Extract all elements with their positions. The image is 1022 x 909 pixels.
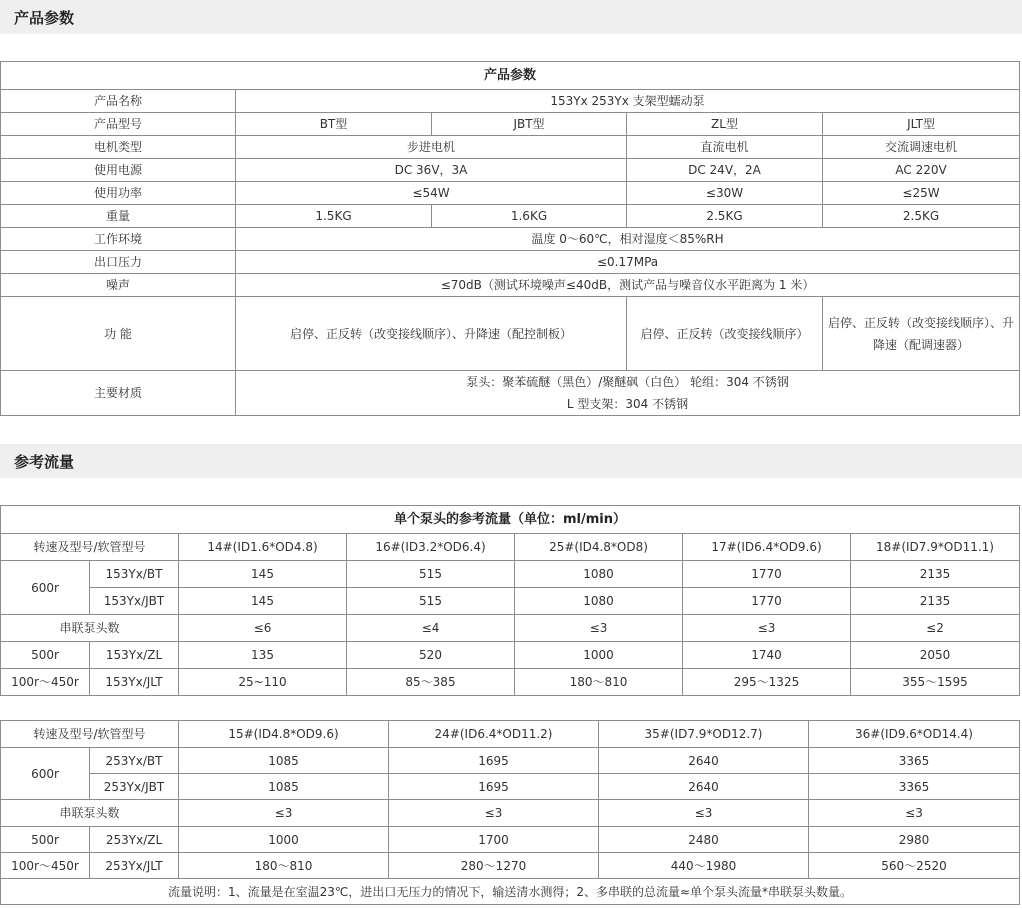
row-label: 产品型号 xyxy=(1,113,236,136)
cell: DC 24V，2A xyxy=(627,159,823,182)
row-label: 重量 xyxy=(1,205,236,228)
table-row xyxy=(1,615,1020,642)
model-label: 153Yx/JBT xyxy=(90,588,179,615)
cell: 1700 xyxy=(389,827,599,853)
cell: 135 xyxy=(179,642,347,669)
cell: 1695 xyxy=(389,774,599,800)
corner-label: 转速及型号/软管型号 xyxy=(1,721,179,748)
corner-label: 转速及型号/软管型号 xyxy=(1,534,179,561)
row-label: 产品名称 xyxy=(1,90,236,113)
section-title: 产品参数 xyxy=(14,9,75,27)
model-label: 253Yx/BT xyxy=(90,748,179,774)
material-line: L 型支架：304 不锈钢 xyxy=(566,397,689,411)
cell: 2.5KG xyxy=(823,205,1020,228)
cell: 85～385 xyxy=(347,669,515,696)
table-row xyxy=(1,879,1020,905)
cell xyxy=(236,371,1020,416)
cell: 1740 xyxy=(683,642,851,669)
cell: 3365 xyxy=(809,774,1020,800)
cell: 2980 xyxy=(809,827,1020,853)
cell: 153Yx 253Yx 支架型蠕动泵 xyxy=(236,90,1020,113)
cell: 温度 0～60℃，相对湿度＜85%RH xyxy=(236,228,1020,251)
cell: 1770 xyxy=(683,561,851,588)
cell: 515 xyxy=(347,588,515,615)
table-row xyxy=(1,561,1020,588)
table-title: 产品参数 xyxy=(1,62,1020,90)
model-label: 153Yx/JLT xyxy=(90,669,179,696)
cell: 1.5KG xyxy=(236,205,432,228)
column-header: 17#(ID6.4*OD9.6) xyxy=(683,534,851,561)
table-row xyxy=(1,297,1020,371)
cell: ≤3 xyxy=(683,615,851,642)
cell: 2640 xyxy=(599,748,809,774)
cell: 1695 xyxy=(389,748,599,774)
column-header: 25#(ID4.8*OD8) xyxy=(515,534,683,561)
table-row xyxy=(1,90,1020,113)
cell: 280～1270 xyxy=(389,853,599,879)
cell: 25~110 xyxy=(179,669,347,696)
cell: 440～1980 xyxy=(599,853,809,879)
cell: 启停、正反转（改变接线顺序）、升降速（配控制板） xyxy=(236,297,627,371)
table-row xyxy=(1,136,1020,159)
cell: AC 220V xyxy=(823,159,1020,182)
cell: ≤30W xyxy=(627,182,823,205)
table-header-row xyxy=(1,534,1020,561)
table-row xyxy=(1,274,1020,297)
cell: ≤3 xyxy=(515,615,683,642)
row-label: 工作环境 xyxy=(1,228,236,251)
row-label: 主要材质 xyxy=(1,371,236,416)
cell: 145 xyxy=(179,561,347,588)
cell: 2050 xyxy=(851,642,1020,669)
cell: 1000 xyxy=(515,642,683,669)
cell: ZL型 xyxy=(627,113,823,136)
row-label: 使用功率 xyxy=(1,182,236,205)
speed-label: 100r～450r xyxy=(1,669,90,696)
flow-note: 流量说明：1、流量是在室温23℃，进出口无压力的情况下，输送清水测得；2、多串联的总流量≈单个泵头流量*串联泵头数量。 xyxy=(1,879,1020,905)
cell: 1.6KG xyxy=(432,205,627,228)
table-row xyxy=(1,113,1020,136)
flow-table-153 xyxy=(0,505,1020,696)
cell: 交流调速电机 xyxy=(823,136,1020,159)
cell: JLT型 xyxy=(823,113,1020,136)
row-label: 噪声 xyxy=(1,274,236,297)
material-line: 泵头：聚苯硫醚（黑色）/聚醚砜（白色） 轮组：304 不锈钢 xyxy=(466,375,789,389)
cell: 180～810 xyxy=(515,669,683,696)
cell: ≤3 xyxy=(599,800,809,827)
cell: 145 xyxy=(179,588,347,615)
speed-label: 500r xyxy=(1,642,90,669)
cell: 520 xyxy=(347,642,515,669)
row-label: 电机类型 xyxy=(1,136,236,159)
table-row xyxy=(1,205,1020,228)
table-row xyxy=(1,669,1020,696)
table-row xyxy=(1,228,1020,251)
cell: ≤4 xyxy=(347,615,515,642)
cell: 步进电机 xyxy=(236,136,627,159)
cell: 1770 xyxy=(683,588,851,615)
cell: ≤2 xyxy=(851,615,1020,642)
cell: ≤6 xyxy=(179,615,347,642)
table-row xyxy=(1,827,1020,853)
cell: 1080 xyxy=(515,588,683,615)
params-table xyxy=(0,61,1020,416)
speed-label: 600r xyxy=(1,748,90,800)
cell: 515 xyxy=(347,561,515,588)
section-title: 参考流量 xyxy=(14,453,75,471)
column-header: 18#(ID7.9*OD11.1) xyxy=(851,534,1020,561)
cell: DC 36V，3A xyxy=(236,159,627,182)
table-row xyxy=(1,588,1020,615)
model-label: 253Yx/ZL xyxy=(90,827,179,853)
row-label: 使用电源 xyxy=(1,159,236,182)
model-label: 253Yx/JBT xyxy=(90,774,179,800)
table-row xyxy=(1,251,1020,274)
cell: 2135 xyxy=(851,561,1020,588)
row-label: 功 能 xyxy=(1,297,236,371)
cell: ≤54W xyxy=(236,182,627,205)
cell: 295～1325 xyxy=(683,669,851,696)
speed-label: 100r～450r xyxy=(1,853,90,879)
flow-table-253 xyxy=(0,720,1020,905)
cell: 启停、正反转（改变接线顺序）、升降速（配调速器） xyxy=(823,297,1020,371)
model-label: 253Yx/JLT xyxy=(90,853,179,879)
table-row xyxy=(1,159,1020,182)
section-header-flow xyxy=(0,444,1022,478)
cell: ≤25W xyxy=(823,182,1020,205)
column-header: 16#(ID3.2*OD6.4) xyxy=(347,534,515,561)
table-header-row xyxy=(1,721,1020,748)
cell: 560～2520 xyxy=(809,853,1020,879)
cell: 1000 xyxy=(179,827,389,853)
cell: 2640 xyxy=(599,774,809,800)
cell: ≤70dB（测试环境噪声≤40dB，测试产品与噪音仪水平距离为 1 米） xyxy=(236,274,1020,297)
cell: 2135 xyxy=(851,588,1020,615)
column-header: 36#(ID9.6*OD14.4) xyxy=(809,721,1020,748)
cell: ≤3 xyxy=(809,800,1020,827)
cell: 2.5KG xyxy=(627,205,823,228)
row-label: 串联泵头数 xyxy=(1,800,179,827)
table-row xyxy=(1,774,1020,800)
table-row xyxy=(1,853,1020,879)
table-row xyxy=(1,800,1020,827)
table-row xyxy=(1,642,1020,669)
column-header: 14#(ID1.6*OD4.8) xyxy=(179,534,347,561)
cell: ≤3 xyxy=(389,800,599,827)
speed-label: 600r xyxy=(1,561,90,615)
table-row xyxy=(1,182,1020,205)
section-header-params xyxy=(0,0,1022,34)
column-header: 15#(ID4.8*OD9.6) xyxy=(179,721,389,748)
cell: ≤0.17MPa xyxy=(236,251,1020,274)
row-label: 串联泵头数 xyxy=(1,615,179,642)
model-label: 153Yx/ZL xyxy=(90,642,179,669)
column-header: 35#(ID7.9*OD12.7) xyxy=(599,721,809,748)
cell: 直流电机 xyxy=(627,136,823,159)
cell: JBT型 xyxy=(432,113,627,136)
cell: 2480 xyxy=(599,827,809,853)
cell: 1080 xyxy=(515,561,683,588)
cell: 180～810 xyxy=(179,853,389,879)
table-title: 单个泵头的参考流量（单位：ml/min） xyxy=(1,506,1020,534)
speed-label: 500r xyxy=(1,827,90,853)
cell: 1085 xyxy=(179,774,389,800)
table-row xyxy=(1,371,1020,416)
table-row xyxy=(1,748,1020,774)
cell: 1085 xyxy=(179,748,389,774)
column-header: 24#(ID6.4*OD11.2) xyxy=(389,721,599,748)
model-label: 153Yx/BT xyxy=(90,561,179,588)
cell: 355～1595 xyxy=(851,669,1020,696)
cell: 启停、正反转（改变接线顺序） xyxy=(627,297,823,371)
cell: BT型 xyxy=(236,113,432,136)
row-label: 出口压力 xyxy=(1,251,236,274)
cell: ≤3 xyxy=(179,800,389,827)
cell: 3365 xyxy=(809,748,1020,774)
